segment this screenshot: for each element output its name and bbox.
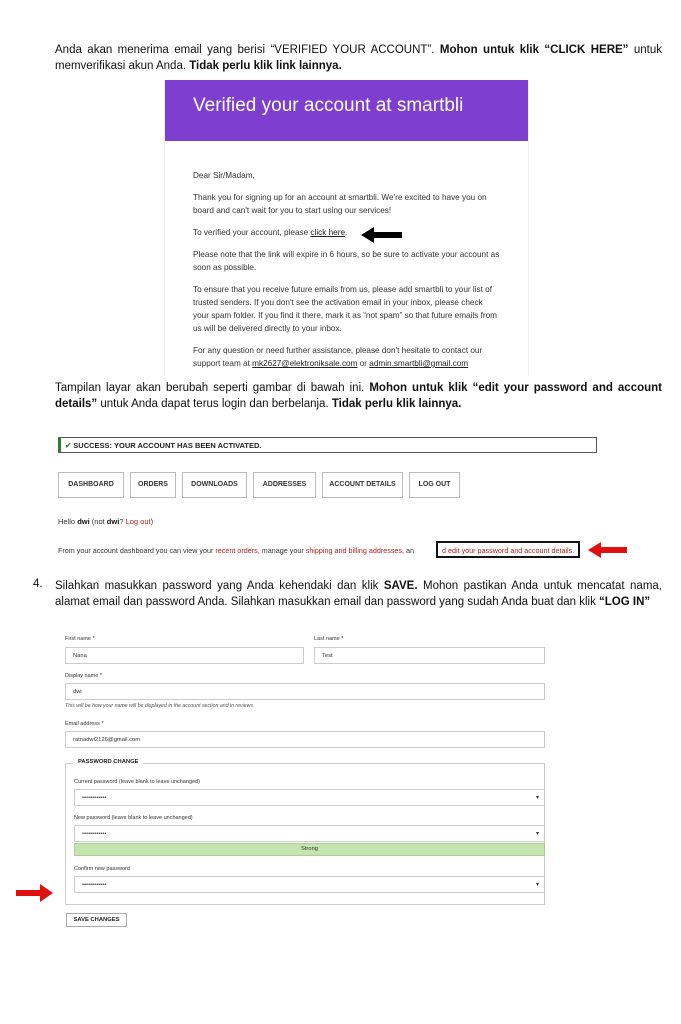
current-password-label: Current password (leave blank to leave unchanged) (74, 779, 200, 785)
email-input[interactable]: ratnadwi2126@gmail.com (65, 731, 545, 748)
hello-prefix: Hello (58, 517, 78, 526)
email-p5 (193, 344, 500, 370)
edit-account-link[interactable]: d edit your password and account details. (436, 541, 580, 558)
tab-log-out[interactable]: LOG OUT (409, 472, 460, 498)
email-p5-prefix: For any question or need further assistance, please don't hesitate to contact our support team at (193, 346, 483, 368)
black-arrow-icon (361, 227, 403, 243)
save-changes-button[interactable]: SAVE CHANGES (66, 913, 127, 927)
first-name-input[interactable]: Nana (65, 647, 304, 664)
intro-bold-1: Mohon untuk klik “CLICK HERE” (439, 44, 629, 56)
password-change-legend: PASSWORD CHANGE (73, 759, 143, 765)
confirm-password-input[interactable] (74, 876, 545, 893)
display-name-hint: This will be how your name will be displayed in the account section and in reviews (65, 703, 253, 709)
intro-paragraph (55, 42, 662, 74)
verification-email (164, 80, 529, 376)
recent-orders-link[interactable]: recent orders (215, 546, 258, 555)
hello-line (58, 517, 153, 526)
instr-bold-1: Mohon untuk klik “edit your password and account details” (55, 382, 662, 410)
hello-mid: (not (89, 517, 107, 526)
step4-text-2: Mohon pastikan Anda untuk mencatat nama, alamat email dan password Anda. Silahkan masukkan email dan password yang sudah Anda buat dan klik (55, 580, 662, 608)
tab-downloads[interactable]: DOWNLOADS (182, 472, 247, 498)
confirm-password-label: Confirm new password (74, 866, 130, 872)
tab-account-details[interactable]: ACCOUNT DETAILS (322, 472, 403, 498)
instruction-paragraph (55, 380, 662, 412)
email-p2 (193, 226, 500, 239)
success-notice (58, 437, 597, 453)
dashboard-description (58, 546, 414, 555)
red-arrow-icon (588, 542, 628, 558)
current-password-input[interactable] (74, 789, 545, 806)
last-name-input[interactable]: Test (314, 647, 545, 664)
dropdown-icon: ▾ (535, 831, 539, 837)
hello-q: ? (119, 517, 126, 526)
current-password-value: •••••••••••• (82, 795, 107, 801)
logout-link[interactable]: Log out (125, 517, 151, 526)
step4-paragraph (55, 578, 662, 610)
success-text: SUCCESS: YOUR ACCOUNT HAS BEEN ACTIVATED. (73, 441, 262, 450)
new-password-label: New password (leave blank to leave unchanged) (74, 815, 193, 821)
email-p4: To ensure that you receive future emails from us, please add smartbli to your list of trusted senders. If you don't see the activation email in your inbox, please check your spam folder. If you find it there, mark it as “not spam” so that future emails from us will be delivered directly to your inbox. (193, 285, 497, 333)
addresses-link[interactable]: shipping and billing addresses (305, 546, 403, 555)
hello-end: ) (150, 517, 154, 526)
display-name-input[interactable]: dwi (65, 683, 545, 700)
new-password-value: •••••••••••• (82, 831, 107, 837)
password-strength: Strong (74, 843, 545, 856)
dash-and: , an (402, 546, 415, 555)
step4-text-1: Silahkan masukkan password yang Anda kehendaki dan klik (55, 580, 384, 592)
tab-addresses[interactable]: ADDRESSES (253, 472, 316, 498)
instr-text-2: untuk Anda dapat terus login dan berbelanja. (97, 398, 332, 410)
email-label: Email address * (65, 721, 104, 727)
email-body (165, 141, 528, 370)
dash-mid: , manage your (257, 546, 306, 555)
hello-user-2: dwi (106, 517, 120, 526)
instr-bold-2: Tidak perlu klik lainnya. (331, 398, 462, 410)
step-number: 4. (33, 578, 43, 590)
confirm-password-value: •••••••••••• (82, 882, 107, 888)
tab-dashboard[interactable]: DASHBOARD (58, 472, 124, 498)
hello-user: dwi (77, 517, 90, 526)
last-name-label: Last name * (314, 636, 344, 642)
intro-bold-2: Tidak perlu klik link lainnya. (189, 60, 342, 72)
instr-text-1: Tampilan layar akan berubah seperti gambar di bawah ini. (55, 382, 370, 394)
step4-bold-1: SAVE. (383, 580, 418, 592)
email-p2-prefix: To verified your account, please (193, 228, 311, 237)
email-header: Verified your account at smartbli (165, 80, 528, 141)
red-arrow-right-icon (16, 884, 54, 902)
click-here-link[interactable]: click here (310, 228, 346, 237)
email-greeting: Dear Sir/Madam, (193, 171, 255, 180)
support-email-link-1[interactable]: mk2627@elektroniksale.com (252, 359, 358, 368)
intro-text-2: untuk memverifikasi akun Anda. (55, 44, 663, 72)
check-icon: ✔ (65, 441, 72, 450)
email-p1: Thank you for signing up for an account at smartbli. We're excited to have you on board and can't wait for you to start using our services! (193, 193, 487, 215)
step4-bold-2: “LOG IN” (599, 596, 651, 608)
email-p5-or: or (357, 359, 370, 368)
dropdown-icon: ▾ (535, 882, 539, 888)
intro-text-1: Anda akan menerima email yang berisi “VERIFIED YOUR ACCOUNT”. (55, 44, 440, 56)
dash-prefix: From your account dashboard you can view your (58, 546, 216, 555)
tab-orders[interactable]: ORDERS (130, 472, 176, 498)
support-email-link-2[interactable]: admin.smartbli@gmail.com (369, 359, 469, 368)
dropdown-icon: ▾ (535, 795, 539, 801)
display-name-label: Display name * (65, 673, 102, 679)
first-name-label: First name * (65, 636, 95, 642)
email-p2-suffix: . (345, 228, 348, 237)
new-password-input[interactable] (74, 825, 545, 842)
email-p3: Please note that the link will expire in 6 hours, so be sure to activate your account as soon as possible. (193, 250, 500, 272)
